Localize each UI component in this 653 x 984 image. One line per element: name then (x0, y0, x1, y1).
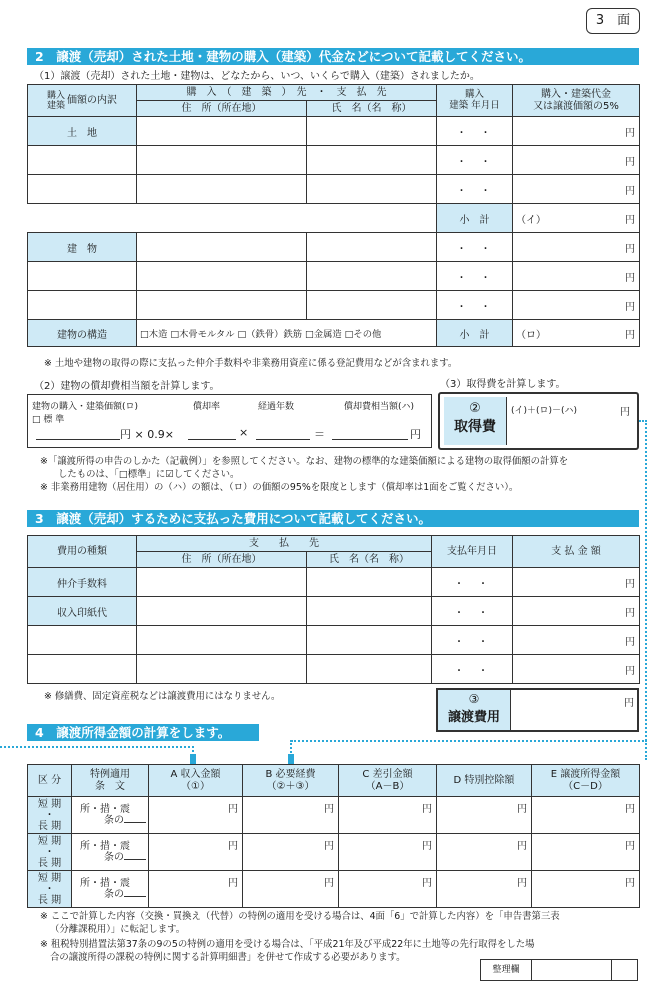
term-select-2[interactable]: 短 期 ・ 長 期 (28, 834, 72, 871)
calc-header-depreciation: 償却費相当額(ハ) (344, 402, 415, 412)
header-kind (28, 85, 137, 117)
page-number: 3 面 (586, 8, 640, 34)
transfer-cost-box (436, 688, 639, 732)
building-address-1[interactable] (137, 233, 307, 262)
expense-name-4[interactable] (307, 655, 432, 684)
article-2: 条の (80, 852, 148, 863)
building-subtotal-yen: 円 (625, 329, 635, 341)
building-date-1[interactable]: ・ ・ (437, 233, 513, 262)
term-short-2: 短 期 (37, 835, 62, 847)
expense-brokerage-label: 仲介手数料 (28, 568, 137, 597)
section-4-note-1b: （分離課税用）」に転記します。 (50, 924, 186, 935)
header-name: 氏 名（名 称） (307, 101, 437, 117)
seiri-label: 整理欄 (481, 960, 532, 980)
connector-dotted-right-top (639, 420, 647, 422)
section-2-question-2: （2）建物の償却費相当額を計算します。 (34, 381, 220, 392)
acquisition-label: 取得費 (454, 419, 496, 435)
land-subtotal[interactable] (513, 204, 640, 233)
header-a-2: （①） (181, 780, 210, 792)
header-kind-breakdown: 価額の内訳 (67, 94, 117, 106)
building-address-2[interactable] (137, 262, 307, 291)
term-long-1: 長 期 (37, 820, 62, 832)
building-subtotal[interactable] (513, 320, 640, 347)
header-special-1: 特例適用 (90, 769, 130, 780)
building-name-1[interactable] (307, 233, 437, 262)
building-label: 建 物 (28, 233, 137, 262)
article-1: 条の (80, 815, 148, 826)
acquisition-cost-box (438, 392, 639, 450)
calc-rate-field[interactable] (188, 425, 236, 440)
land-date-3[interactable]: ・ ・ (437, 175, 513, 204)
header-e (532, 765, 640, 797)
calc-header-rate: 償却率 (193, 402, 221, 412)
section-4-note-2b: 合の譲渡所得の課税の特例に関する計算明細書」を併せて作成する必要があります。 (50, 952, 406, 963)
calc-header-price: 建物の購入・建築価額(ロ) (32, 402, 139, 412)
mark-ro: （ロ） (516, 329, 546, 341)
income-table (27, 764, 640, 908)
connector-dotted-right-bottom (291, 740, 647, 742)
section-2-note-1: ※ 土地や建物の取得の際に支払った仲介手数料や非業務用資産に係る登記費用などが含まれます。 (44, 358, 458, 369)
expense-address-2[interactable] (137, 597, 307, 626)
calc-header-years: 経過年数 (258, 402, 295, 412)
land-subtotal-spacer (28, 204, 437, 233)
acquisition-yen: 円 (620, 407, 630, 418)
building-kind-3[interactable] (28, 291, 137, 320)
header-payee: 支 払 先 (137, 536, 432, 552)
header-e-2: （C－D） (563, 780, 608, 792)
section-3-note: ※ 修繕費、固定資産税などは譲渡費用にはなりません。 (44, 691, 281, 702)
expense-amount-4[interactable]: 円 (513, 655, 640, 684)
transfer-cost-field[interactable] (510, 690, 638, 730)
section-4-title: 4 譲渡所得金額の計算をします。 (27, 724, 259, 741)
calc-yen-times: 円 × 0.9× (120, 428, 174, 441)
special-article-2[interactable] (72, 834, 149, 871)
building-name-2[interactable] (307, 262, 437, 291)
header-special (72, 765, 149, 797)
transfer-cost-label: 譲渡費用 (447, 710, 500, 725)
law-1: 所・措・震 (80, 804, 130, 815)
header-price (513, 85, 640, 117)
section-3-title: 3 譲渡（売却）するために支払った費用について記載してください。 (27, 510, 639, 527)
connector-arrow-left (190, 754, 196, 764)
seiri-box (480, 959, 638, 981)
header-c-2: （A－B） (365, 780, 410, 792)
header-seller: 購 入 （ 建 築 ） 先 ・ 支 払 先 (137, 85, 437, 101)
header-class: 区 分 (28, 765, 72, 797)
calc-equals: ＝ (314, 428, 325, 441)
header-payee-address: 住 所（所在地） (137, 552, 307, 568)
d-amount-1[interactable]: 円 (437, 797, 532, 834)
b-amount-1[interactable]: 円 (243, 797, 339, 834)
transfer-cost-num: ③ (468, 692, 480, 706)
building-price-1[interactable]: 円 (513, 233, 640, 262)
section-4-note-1a: ※ ここで計算した内容（交換・買換え（代替）の特例の適用を受ける場合は、4面「6」で計算した内容）を「申告書第三表 (40, 911, 560, 922)
header-expense-kind: 費用の種類 (28, 536, 137, 568)
mark-i: （イ） (516, 214, 546, 226)
c-amount-3[interactable]: 円 (339, 871, 437, 908)
purchase-table (27, 84, 640, 347)
acquisition-num: ② (469, 401, 481, 416)
term-select-1[interactable]: 短 期 ・ 長 期 (28, 797, 72, 834)
expense-table (27, 535, 640, 684)
section-2-title: 2 譲渡（売却）された土地・建物の購入（建築）代金などについて記載してください。 (27, 48, 639, 65)
acquisition-formula: (イ)＋(ロ)－(ハ) (511, 406, 578, 416)
structure-options[interactable]: □木造 □木骨モルタル □（鉄骨）鉄筋 □金属造 □その他 (137, 320, 437, 347)
e-amount-2[interactable]: 円 (532, 834, 640, 871)
acquisition-cost-label-cell (444, 397, 506, 445)
land-date-1[interactable]: ・ ・ (437, 117, 513, 146)
term-long-2: 長 期 (37, 857, 62, 869)
section-2-note-2b: したものは、「□標準」に☑してください。 (58, 469, 240, 480)
land-address-3[interactable] (137, 175, 307, 204)
header-a-1: A 収入金額 (170, 769, 221, 780)
section-4-note-2a: ※ 租税特別措置法第37条の9の5の特例の適用を受ける場合は、「平成21年及び平成22年に土地等の先行取得をした場 (40, 939, 535, 950)
building-name-3[interactable] (307, 291, 437, 320)
term-short-3: 短 期 (37, 872, 62, 884)
standard-checkbox[interactable]: □ 標 準 (32, 415, 65, 425)
expense-amount-2[interactable]: 円 (513, 597, 640, 626)
land-subtotal-yen: 円 (625, 214, 635, 226)
land-name-2[interactable] (307, 146, 437, 175)
header-e-1: E 譲渡所得金額 (550, 769, 621, 780)
depreciation-box (27, 394, 432, 448)
land-subtotal-label: 小 計 (437, 204, 513, 233)
expense-kind-4[interactable] (28, 655, 137, 684)
acquisition-cost-field[interactable] (506, 397, 634, 445)
special-article-1[interactable] (72, 797, 149, 834)
land-name-1[interactable] (307, 117, 437, 146)
header-b (243, 765, 339, 797)
header-d: D 特別控除額 (437, 765, 532, 797)
calc-times: × (239, 426, 249, 439)
building-subtotal-label: 小 計 (437, 320, 513, 347)
structure-label: 建物の構造 (28, 320, 137, 347)
calc-years-field[interactable] (256, 425, 310, 440)
section-2-note-2a: ※「譲渡所得の申告のしかた（記載例）」を参照してください。なお、建物の標準的な建築価額による建物の取得価額の計算を (40, 456, 569, 467)
header-c-1: C 差引金額 (362, 769, 413, 780)
building-kind-2[interactable] (28, 262, 137, 291)
law-3: 所・措・震 (80, 878, 130, 889)
section-2-question-3: （3）取得費を計算します。 (440, 379, 566, 390)
special-article-3[interactable] (72, 871, 149, 908)
header-pay-date: 支払年月日 (432, 536, 513, 568)
expense-address-3[interactable] (137, 626, 307, 655)
land-price-3[interactable]: 円 (513, 175, 640, 204)
law-2: 所・措・震 (80, 841, 130, 852)
expense-amount-1[interactable]: 円 (513, 568, 640, 597)
land-address-2[interactable] (137, 146, 307, 175)
land-kind-2[interactable] (28, 146, 137, 175)
term-long-3: 長 期 (37, 894, 62, 906)
expense-address-1[interactable] (137, 568, 307, 597)
e-amount-3[interactable]: 円 (532, 871, 640, 908)
header-pay-amount: 支 払 金 額 (513, 536, 640, 568)
expense-name-1[interactable] (307, 568, 432, 597)
building-date-2[interactable]: ・ ・ (437, 262, 513, 291)
land-label: 土 地 (28, 117, 137, 146)
expense-date-2[interactable]: ・ ・ (432, 597, 513, 626)
c-amount-1[interactable]: 円 (339, 797, 437, 834)
header-address: 住 所（所在地） (137, 101, 307, 117)
header-b-1: B 必要経費 (265, 769, 316, 780)
building-date-3[interactable]: ・ ・ (437, 291, 513, 320)
expense-stamp-label: 収入印紙代 (28, 597, 137, 626)
connector-dotted-left (0, 746, 194, 748)
a-amount-2[interactable]: 円 (149, 834, 243, 871)
section-2-note-3: ※ 非業務用建物（居住用）の（ハ）の額は、（ロ）の価額の95%を限度とします（償却率は1面をご覧ください）。 (40, 482, 519, 493)
transfer-cost-yen: 円 (624, 698, 634, 709)
expense-name-3[interactable] (307, 626, 432, 655)
connector-dotted-right (645, 420, 647, 760)
d-amount-3[interactable]: 円 (437, 871, 532, 908)
connector-arrow-b (288, 754, 294, 764)
e-amount-1[interactable]: 円 (532, 797, 640, 834)
header-special-2: 条 文 (95, 780, 125, 792)
land-price-1[interactable]: 円 (513, 117, 640, 146)
calc-depreciation-field[interactable] (332, 425, 408, 440)
seiri-field-1[interactable] (531, 960, 612, 980)
d-amount-2[interactable]: 円 (437, 834, 532, 871)
a-amount-3[interactable]: 円 (149, 871, 243, 908)
article-3: 条の (80, 889, 148, 900)
land-date-2[interactable]: ・ ・ (437, 146, 513, 175)
building-price-2[interactable]: 円 (513, 262, 640, 291)
land-name-3[interactable] (307, 175, 437, 204)
transfer-cost-label-cell (438, 690, 510, 730)
land-kind-3[interactable] (28, 175, 137, 204)
building-price-3[interactable]: 円 (513, 291, 640, 320)
expense-address-4[interactable] (137, 655, 307, 684)
header-price-line2: 又は譲渡価額の5% (533, 100, 619, 112)
expense-date-3[interactable]: ・ ・ (432, 626, 513, 655)
header-payee-name: 氏 名（名 称） (307, 552, 432, 568)
header-kind-purchase: 購入 (46, 90, 65, 101)
building-address-3[interactable] (137, 291, 307, 320)
c-amount-2[interactable]: 円 (339, 834, 437, 871)
expense-date-4[interactable]: ・ ・ (432, 655, 513, 684)
expense-amount-3[interactable]: 円 (513, 626, 640, 655)
header-c (339, 765, 437, 797)
expense-date-1[interactable]: ・ ・ (432, 568, 513, 597)
term-short-1: 短 期 (37, 798, 62, 810)
calc-yen-end: 円 (410, 428, 421, 441)
b-amount-2[interactable]: 円 (243, 834, 339, 871)
expense-kind-3[interactable] (28, 626, 137, 655)
b-amount-3[interactable]: 円 (243, 871, 339, 908)
section-2-question-1: （1）譲渡（売却）された土地・建物は、どなたから、いつ、いくらで購入（建築）されましたか。 (34, 71, 480, 82)
land-price-2[interactable]: 円 (513, 146, 640, 175)
a-amount-1[interactable]: 円 (149, 797, 243, 834)
land-address-1[interactable] (137, 117, 307, 146)
header-purchase-date: 購入 建築 年月日 (437, 85, 513, 117)
seiri-field-2[interactable] (612, 960, 637, 980)
expense-name-2[interactable] (307, 597, 432, 626)
term-select-3[interactable]: 短 期 ・ 長 期 (28, 871, 72, 908)
calc-price-field[interactable] (36, 425, 120, 440)
header-b-2: （②＋③） (266, 780, 315, 792)
header-kind-build: 建築 (46, 100, 65, 111)
header-price-line1: 購入・建築代金 (541, 89, 611, 100)
header-a (149, 765, 243, 797)
